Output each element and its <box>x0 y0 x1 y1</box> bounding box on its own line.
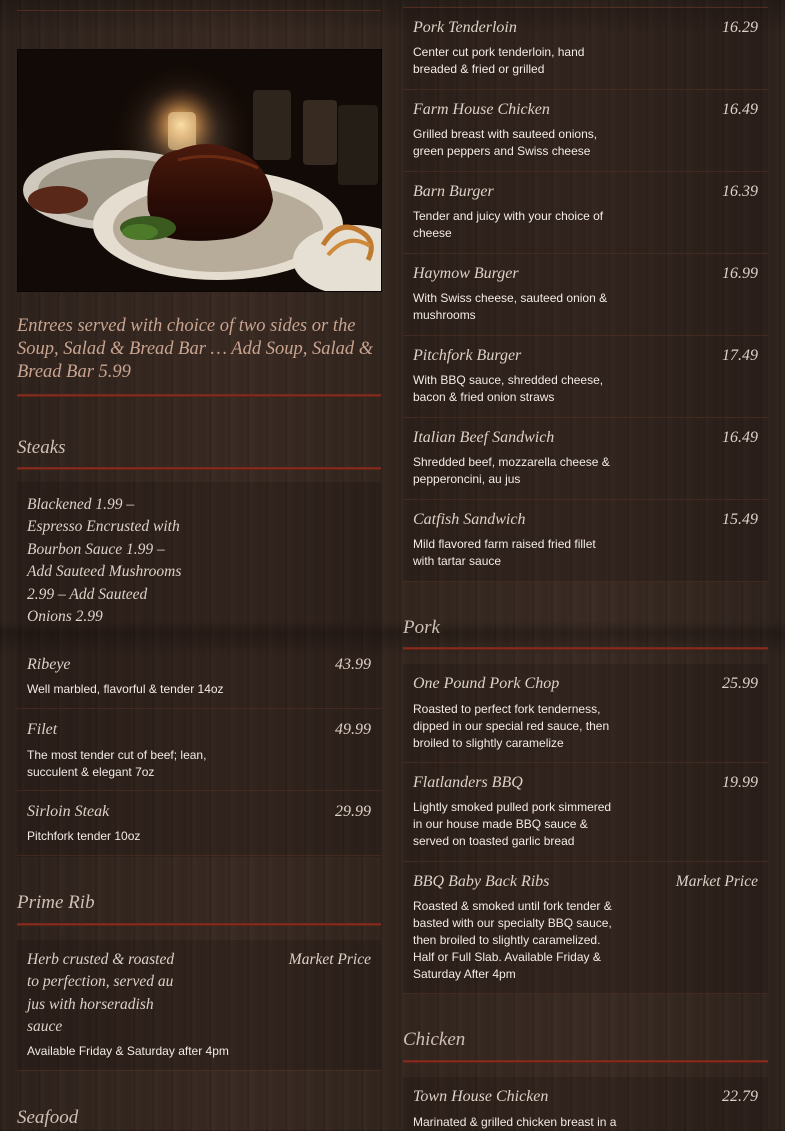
menu-item-pitchfork-burger <box>403 336 768 418</box>
menu-item-baby-back-ribs <box>403 862 768 994</box>
section-divider-chicken <box>403 1060 768 1063</box>
item-name: Pork Tenderloin <box>413 19 517 36</box>
menu-item-pork-chop <box>403 664 768 763</box>
menu-item-filet <box>17 709 381 791</box>
item-description: The most tender cut of beef; lean, succulent & elegant 7oz <box>27 748 207 779</box>
item-description: Roasted & smoked until fork tender & basted with our specialty BBQ sauce, then broiled to slightly caramelized. Half or Full Slab. Available Friday & Saturday After 4pm <box>413 899 612 981</box>
item-description: Pitchfork tender 10oz <box>27 829 141 843</box>
item-name: Farm House Chicken <box>413 101 550 118</box>
menu-item-haymow-burger <box>403 254 768 336</box>
item-name: One Pound Pork Chop <box>413 675 560 692</box>
menu-item-farm-house-chicken <box>403 90 768 172</box>
menu-item-ribeye <box>17 644 381 709</box>
item-name: Pitchfork Burger <box>413 347 522 364</box>
item-price: 16.49 <box>722 429 758 446</box>
section-divider-pork <box>403 647 768 650</box>
menu-item-prime-rib <box>17 940 381 1071</box>
item-price: 19.99 <box>722 774 758 791</box>
item-price: 16.39 <box>722 183 758 200</box>
section-divider-prime-rib <box>17 923 381 926</box>
menu-item-town-house-chicken <box>403 1077 768 1130</box>
item-price: 49.99 <box>335 721 371 738</box>
item-name: Flatlanders BBQ <box>413 774 523 791</box>
section-divider-steaks <box>17 467 381 470</box>
item-description: Lightly smoked pulled pork simmered in our house made BBQ sauce & served on toasted garlic bread <box>413 800 612 848</box>
menu-item-pork-tenderloin <box>403 8 768 90</box>
item-description: Shredded beef, mozzarella cheese & pepperoncini, au jus <box>413 455 610 486</box>
item-description: Tender and juicy with your choice of cheese <box>413 209 604 240</box>
item-price: 16.49 <box>722 101 758 118</box>
item-name: Sirloin Steak <box>27 803 110 820</box>
section-title-chicken: Chicken <box>403 1029 466 1050</box>
item-description: Marinated & grilled chicken breast in a <box>413 1115 617 1129</box>
item-description: Grilled breast with sauteed onions, green peppers and Swiss cheese <box>413 127 598 158</box>
item-price: 25.99 <box>722 675 758 692</box>
entree-note: Entrees served with choice of two sides or the Soup, Salad & Bread Bar … Add Soup, Salad & Bread Bar 5.99 <box>17 316 374 382</box>
section-title-pork: Pork <box>403 617 440 638</box>
item-description: With Swiss cheese, sauteed onion & mushrooms <box>413 291 608 322</box>
item-price: Market Price <box>288 951 371 968</box>
menu-item-italian-beef <box>403 418 768 500</box>
item-name: Herb crusted & roasted to perfection, served au jus with horseradish sauce <box>27 951 175 1036</box>
item-name: Catfish Sandwich <box>413 511 526 528</box>
food-photo <box>17 49 382 292</box>
section-divider <box>17 394 381 397</box>
item-name: Haymow Burger <box>413 265 519 282</box>
item-price: 16.99 <box>722 265 758 282</box>
item-name: Town House Chicken <box>413 1088 549 1105</box>
menu-item-flatlanders-bbq <box>403 763 768 862</box>
item-price: 29.99 <box>335 803 371 820</box>
item-name: Italian Beef Sandwich <box>413 429 555 446</box>
item-description: Available Friday & Saturday after 4pm <box>27 1044 229 1058</box>
item-name: BBQ Baby Back Ribs <box>413 873 550 890</box>
item-price: 22.79 <box>722 1088 758 1105</box>
menu-item-sirloin <box>17 791 381 856</box>
menu-item-catfish-sandwich <box>403 500 768 582</box>
item-description: Mild flavored farm raised fried fillet with tartar sauce <box>413 537 596 568</box>
item-description: With BBQ sauce, shredded cheese, bacon & fried onion straws <box>413 373 604 404</box>
item-description: Well marbled, flavorful & tender 14oz <box>27 682 224 696</box>
steak-addons: Blackened 1.99 – Espresso Encrusted with Bourbon Sauce 1.99 – Add Sauteed Mushrooms 2.99 – Add Sauteed Onions 2.99 <box>27 496 182 626</box>
top-divider <box>17 10 381 11</box>
item-description: Center cut pork tenderloin, hand breaded & fried or grilled <box>413 45 585 76</box>
menu-item-barn-burger <box>403 172 768 254</box>
item-price: 16.29 <box>722 19 758 36</box>
section-title-seafood: Seafood <box>17 1107 79 1128</box>
item-name: Barn Burger <box>413 183 494 200</box>
item-price: 15.49 <box>722 511 758 528</box>
section-title-steaks: Steaks <box>17 437 66 458</box>
item-price: 43.99 <box>335 656 371 673</box>
item-name: Filet <box>27 721 58 738</box>
item-description: Roasted to perfect fork tenderness, dipped in our special red sauce, then broiled to slightly caramelize <box>413 702 610 750</box>
item-price: Market Price <box>675 873 758 890</box>
item-price: 17.49 <box>722 347 758 364</box>
section-title-prime-rib: Prime Rib <box>17 892 95 913</box>
item-name: Ribeye <box>27 656 71 673</box>
